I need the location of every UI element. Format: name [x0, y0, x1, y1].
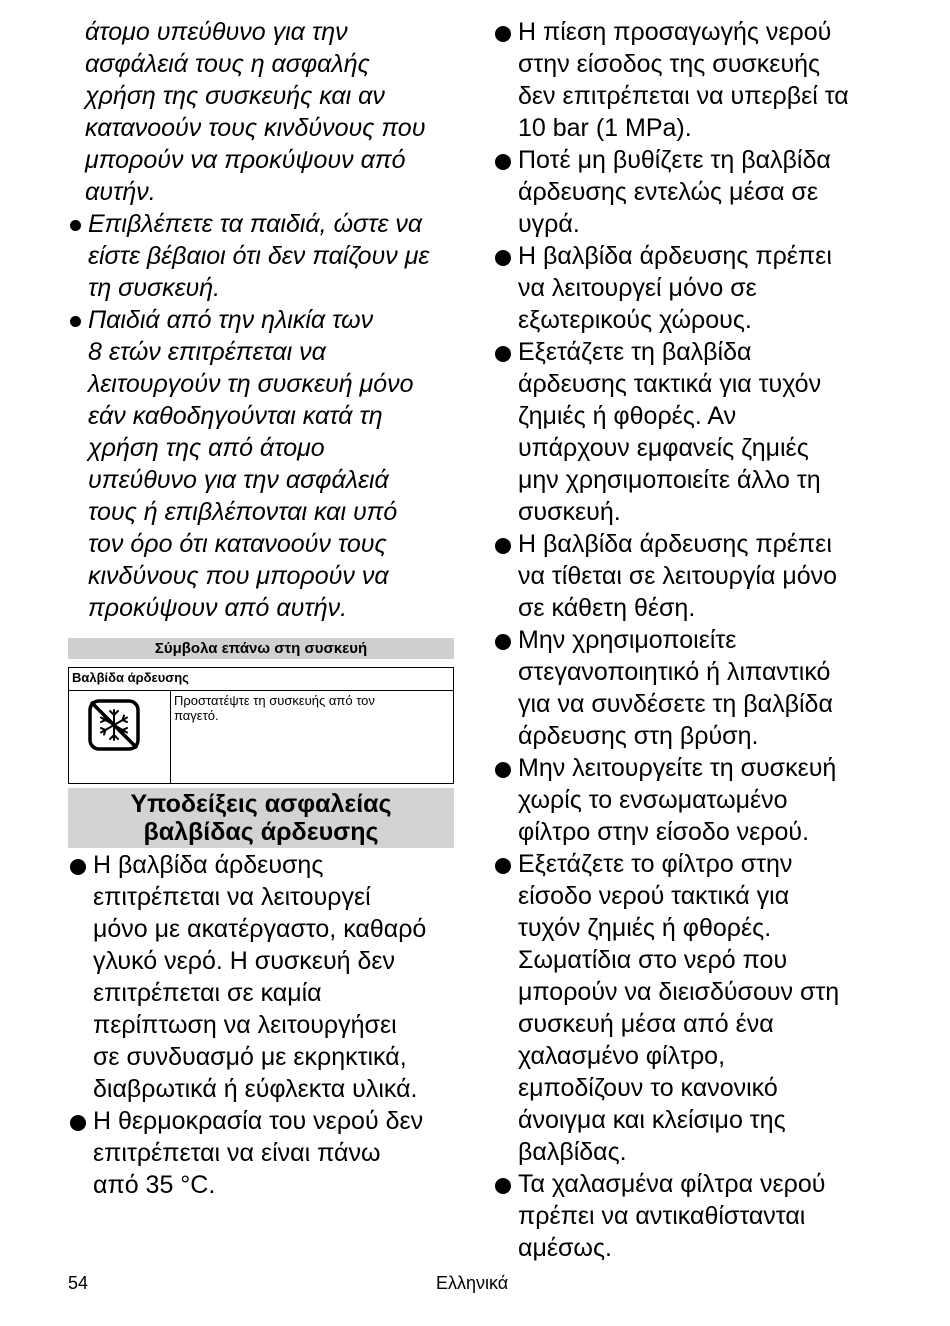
symbols-table-title: Βαλβίδα άρδευσης: [69, 668, 454, 691]
text-line: Ποτέ μη βυθίζετε τη βαλβίδα: [518, 146, 831, 174]
bullet-icon: [495, 634, 511, 650]
bullet-icon: [70, 859, 86, 875]
text-line: μπορούν να προκύψουν από: [85, 146, 406, 174]
list-item: [493, 16, 883, 144]
text-line: βαλβίδας.: [518, 1138, 627, 1166]
left-column: [68, 16, 454, 1201]
text-line: τυχόν ζημιές ή φθορές.: [518, 914, 772, 942]
text-line: Τα χαλασμένα φίλτρα νερού: [518, 1170, 826, 1198]
text-line: τον όρο ότι κατανοούν τους: [88, 530, 387, 558]
text-line: για να συνδέσετε τη βαλβίδα: [518, 690, 833, 718]
bullet-icon: [495, 346, 511, 362]
text-line: χρήση της συσκευής και αν: [85, 82, 385, 110]
text-line: Η θερμοκρασία του νερού δεν: [93, 1107, 424, 1135]
text-line: μόνο με ακατέργαστο, καθαρό: [93, 915, 427, 943]
text-line: στην είσοδος της συσκευής: [518, 50, 821, 78]
text-line: άρδευσης στη βρύση.: [518, 722, 759, 750]
text-line: Η βαλβίδα άρδευσης πρέπει: [518, 242, 832, 270]
list-item: [493, 752, 883, 848]
bullet-icon: [495, 858, 511, 874]
text-line: ζημιές ή φθορές. Αν: [518, 402, 737, 430]
text-line: Η πίεση προσαγωγής νερού: [518, 18, 832, 46]
list-item: [493, 848, 883, 1168]
symbols-table: [68, 667, 454, 784]
text-line: Εξετάζετε το φίλτρο στην: [518, 850, 793, 878]
text-line: σε κάθετη θέση.: [518, 594, 696, 622]
text-line: από 35 °C.: [93, 1171, 216, 1199]
text-line: χωρίς το ενσωματωμένο: [518, 786, 788, 814]
text-line: πρέπει να αντικαθίστανται: [518, 1202, 806, 1230]
section-title: [68, 788, 454, 848]
list-item: [68, 1105, 454, 1201]
text-line: γλυκό νερό. Η συσκευή δεν: [93, 947, 396, 975]
list-item: [493, 528, 883, 624]
text-line: βαλβίδας άρδευσης: [143, 818, 379, 846]
text-line: Η βαλβίδα άρδευσης: [93, 851, 324, 879]
text-line: υγρά.: [518, 210, 580, 238]
bullet-icon: [70, 220, 81, 231]
text-line: Η βαλβίδα άρδευσης πρέπει: [518, 530, 832, 558]
text-line: φίλτρο στην είσοδο νερού.: [518, 818, 810, 846]
bullet-icon: [495, 154, 511, 170]
list-item: [493, 1168, 883, 1264]
safety-list: [68, 849, 454, 1201]
text-line: υπάρχουν εμφανείς ζημιές: [518, 434, 809, 462]
text-line: εμποδίζουν το κανονικό: [518, 1074, 778, 1102]
text-line: στεγανοποιητικό ή λιπαντικό: [518, 658, 831, 686]
text-line: υπεύθυνο για την ασφάλειά: [88, 466, 389, 494]
text-line: κινδύνους που μπορούν να: [88, 562, 389, 590]
frost-protection-icon: [87, 697, 141, 753]
text-line: περίπτωση να λειτουργήσει: [93, 1011, 397, 1039]
text-line: παγετό.: [174, 708, 219, 723]
list-item: [68, 304, 454, 624]
text-line: χαλασμένο φίλτρο,: [518, 1042, 726, 1070]
text-line: σε συνδυασμό με εκρηκτικά,: [93, 1043, 407, 1071]
text-line: άρδευσης τακτικά για τυχόν: [518, 370, 822, 398]
text-line: είστε βέβαιοι ότι δεν παίζουν με: [88, 242, 430, 270]
list-item: [493, 144, 883, 240]
text-line: 8 ετών επιτρέπεται να: [88, 338, 326, 366]
text-line: τους ή επιβλέπονται και υπό: [88, 498, 398, 526]
bullet-icon: [495, 26, 511, 42]
text-line: επιτρέπεται να είναι πάνω: [93, 1139, 381, 1167]
text-line: είσοδο νερού τακτικά για: [518, 882, 790, 910]
text-line: Μην χρησιμοποιείτε: [518, 626, 737, 654]
text-line: Επιβλέπετε τα παιδιά, ώστε να: [88, 210, 423, 238]
bullet-icon: [70, 1115, 86, 1131]
text-line: 10 bar (1 MPa).: [518, 114, 692, 142]
text-line: Προστατέψτε τη συσκευής από τον: [174, 693, 375, 708]
list-item: [493, 624, 883, 752]
text-line: άτομο υπεύθυνο για την: [85, 18, 348, 46]
list-item: [493, 336, 883, 528]
text-line: Σωματίδια στο νερό που: [518, 946, 788, 974]
text-line: δεν επιτρέπεται να υπερβεί τα: [518, 82, 849, 110]
symbol-cell: [69, 691, 171, 784]
text-line: λειτουργούν τη συσκευή μόνο: [88, 370, 414, 398]
bullet-icon: [70, 316, 81, 327]
text-line: κατανοούν τους κινδύνους που: [85, 114, 426, 142]
text-line: αμέσως.: [518, 1234, 612, 1262]
bullet-icon: [495, 538, 511, 554]
text-line: διαβρωτικά ή εύφλεκτα υλικά.: [93, 1075, 418, 1103]
text-line: άνοιγμα και κλείσιμο της: [518, 1106, 786, 1134]
text-line: ασφάλειά τους η ασφαλής: [85, 50, 370, 78]
text-line: εάν καθοδηγούνται κατά τη: [88, 402, 383, 430]
text-line: Μην λειτουργείτε τη συσκευή: [518, 754, 837, 782]
text-line: συσκευή.: [518, 498, 621, 526]
text-line: επιτρέπεται να λειτουργεί: [93, 883, 371, 911]
list-item: [68, 849, 454, 1105]
text-line: επιτρέπεται σε καμία: [93, 979, 322, 1007]
bullet-icon: [495, 1178, 511, 1194]
bullet-icon: [495, 762, 511, 778]
text-line: άρδευσης εντελώς μέσα σε: [518, 178, 818, 206]
text-line: προκύψουν από αυτήν.: [88, 594, 348, 622]
text-line: αυτήν.: [85, 178, 156, 206]
footer-language: Ελληνικά: [436, 1273, 509, 1293]
text-line: μην χρησιμοποιείτε άλλο τη: [518, 466, 821, 494]
page-number: 54: [68, 1273, 89, 1293]
text-line: Υποδείξεις ασφαλείας: [130, 790, 392, 818]
symbols-header: Σύμβολα επάνω στη συσκευή: [68, 638, 454, 659]
text-line: συσκευή μέσα από ένα: [518, 1010, 774, 1038]
intro-paragraph: [68, 16, 454, 208]
list-item: [493, 240, 883, 336]
text-line: Εξετάζετε τη βαλβίδα: [518, 338, 752, 366]
symbol-description: [171, 691, 454, 784]
text-line: Παιδιά από την ηλικία των: [88, 306, 374, 334]
text-line: να λειτουργεί μόνο σε: [518, 274, 757, 302]
right-column: [493, 16, 883, 1264]
text-line: να τίθεται σε λειτουργία μόνο: [518, 562, 838, 590]
text-line: τη συσκευή.: [88, 274, 221, 302]
list-item: [68, 208, 454, 304]
text-line: εξωτερικούς χώρους.: [518, 306, 752, 334]
bullet-icon: [495, 250, 511, 266]
text-line: χρήση της από άτομο: [88, 434, 325, 462]
text-line: μπορούν να διεισδύσουν στη: [518, 978, 840, 1006]
